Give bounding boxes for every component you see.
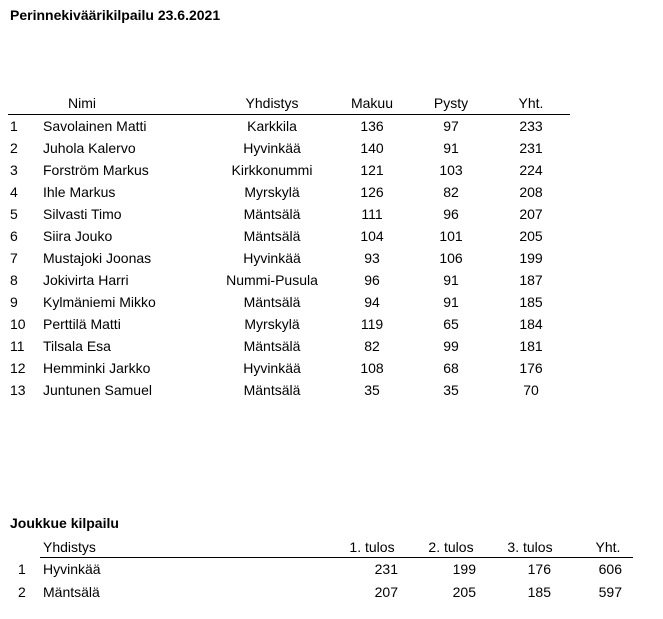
rank-cell: 1 xyxy=(10,118,18,134)
header-total: Yht. xyxy=(518,95,544,111)
name-cell: Perttilä Matti xyxy=(43,316,121,332)
club-cell: Mäntsälä xyxy=(243,382,301,398)
club-cell: Myrskylä xyxy=(244,316,300,332)
rank-cell: 13 xyxy=(10,382,26,398)
total-cell: 205 xyxy=(519,228,543,244)
table-row xyxy=(0,247,663,269)
pysty-cell: 91 xyxy=(443,294,459,310)
page-title: Perinnekiväärikilpailu 23.6.2021 xyxy=(10,7,221,23)
result-1-cell: 231 xyxy=(374,561,398,577)
table-row xyxy=(0,357,663,379)
name-cell: Ihle Markus xyxy=(43,184,116,200)
rank-cell: 8 xyxy=(10,272,18,288)
makuu-cell: 94 xyxy=(364,294,380,310)
total-cell: 606 xyxy=(598,561,622,577)
name-cell: Silvasti Timo xyxy=(43,206,122,222)
name-cell: Juntunen Samuel xyxy=(43,382,152,398)
rank-cell: 4 xyxy=(10,184,18,200)
club-cell: Hyvinkää xyxy=(243,360,301,376)
makuu-cell: 136 xyxy=(360,118,384,134)
total-cell: 185 xyxy=(519,294,543,310)
team-header-r2: 2. tulos xyxy=(428,539,474,555)
total-cell: 231 xyxy=(519,140,543,156)
table-row xyxy=(0,269,663,291)
result-1-cell: 207 xyxy=(374,584,398,600)
total-cell: 181 xyxy=(519,338,543,354)
makuu-cell: 108 xyxy=(360,360,384,376)
team-header-club: Yhdistys xyxy=(43,539,96,555)
team-header-total: Yht. xyxy=(595,539,621,555)
table-row xyxy=(0,115,663,137)
table-row xyxy=(0,291,663,313)
pysty-cell: 91 xyxy=(443,272,459,288)
rank-cell: 1 xyxy=(18,561,26,577)
rank-cell: 9 xyxy=(10,294,18,310)
rank-cell: 6 xyxy=(10,228,18,244)
table-row xyxy=(0,379,663,401)
club-cell: Karkkila xyxy=(247,118,297,134)
club-cell: Myrskylä xyxy=(244,184,300,200)
pysty-cell: 103 xyxy=(439,162,463,178)
club-cell: Mäntsälä xyxy=(243,294,301,310)
pysty-cell: 106 xyxy=(439,250,463,266)
table-row xyxy=(0,203,663,225)
makuu-cell: 35 xyxy=(364,382,380,398)
rank-cell: 2 xyxy=(18,584,26,600)
makuu-cell: 93 xyxy=(364,250,380,266)
total-cell: 207 xyxy=(519,206,543,222)
name-cell: Mustajoki Joonas xyxy=(43,250,152,266)
table-row xyxy=(0,335,663,357)
name-cell: Forström Markus xyxy=(43,162,149,178)
table-row xyxy=(0,137,663,159)
total-cell: 208 xyxy=(519,184,543,200)
pysty-cell: 35 xyxy=(443,382,459,398)
result-2-cell: 205 xyxy=(452,584,476,600)
pysty-cell: 97 xyxy=(443,118,459,134)
table-row xyxy=(0,159,663,181)
header-name: Nimi xyxy=(68,95,96,111)
table-row xyxy=(0,313,663,335)
total-cell: 224 xyxy=(519,162,543,178)
result-3-cell: 185 xyxy=(527,584,551,600)
pysty-cell: 96 xyxy=(443,206,459,222)
club-cell: Mäntsälä xyxy=(243,338,301,354)
name-cell: Tilsala Esa xyxy=(43,338,111,354)
club-cell: Mäntsälä xyxy=(43,584,100,600)
header-club: Yhdistys xyxy=(245,95,299,111)
total-cell: 70 xyxy=(523,382,539,398)
club-cell: Hyvinkää xyxy=(243,140,301,156)
rank-cell: 3 xyxy=(10,162,18,178)
total-cell: 199 xyxy=(519,250,543,266)
table-row xyxy=(0,558,663,580)
rank-cell: 10 xyxy=(10,316,26,332)
makuu-cell: 121 xyxy=(360,162,384,178)
total-cell: 176 xyxy=(519,360,543,376)
team-header-r3: 3. tulos xyxy=(507,539,553,555)
header-pysty: Pysty xyxy=(433,95,469,111)
makuu-cell: 119 xyxy=(360,316,384,332)
total-cell: 597 xyxy=(598,584,622,600)
makuu-cell: 111 xyxy=(361,206,383,222)
club-cell: Mäntsälä xyxy=(243,206,301,222)
team-header-r1: 1. tulos xyxy=(349,539,395,555)
club-cell: Nummi-Pusula xyxy=(226,272,318,288)
name-cell: Jokivirta Harri xyxy=(43,272,129,288)
pysty-cell: 101 xyxy=(439,228,463,244)
table-row xyxy=(0,225,663,247)
club-cell: Hyvinkää xyxy=(43,561,101,577)
name-cell: Hemminki Jarkko xyxy=(43,360,151,376)
header-makuu: Makuu xyxy=(350,95,394,111)
pysty-cell: 82 xyxy=(443,184,459,200)
club-cell: Kirkkonummi xyxy=(231,162,313,178)
total-cell: 184 xyxy=(519,316,543,332)
name-cell: Savolainen Matti xyxy=(43,118,147,134)
total-cell: 187 xyxy=(519,272,543,288)
total-cell: 233 xyxy=(519,118,543,134)
table-row xyxy=(0,181,663,203)
rank-cell: 12 xyxy=(10,360,26,376)
makuu-cell: 140 xyxy=(360,140,384,156)
pysty-cell: 91 xyxy=(443,140,459,156)
team-section-title: Joukkue kilpailu xyxy=(10,515,119,531)
table-row xyxy=(0,581,663,603)
result-2-cell: 199 xyxy=(452,561,476,577)
pysty-cell: 65 xyxy=(443,316,459,332)
club-cell: Mäntsälä xyxy=(243,228,301,244)
team-header-row xyxy=(0,536,663,558)
club-cell: Hyvinkää xyxy=(243,250,301,266)
rank-cell: 5 xyxy=(10,206,18,222)
name-cell: Kylmäniemi Mikko xyxy=(43,294,156,310)
makuu-cell: 96 xyxy=(364,272,380,288)
makuu-cell: 126 xyxy=(360,184,384,200)
rank-cell: 7 xyxy=(10,250,18,266)
name-cell: Juhola Kalervo xyxy=(43,140,136,156)
rank-cell: 11 xyxy=(10,338,25,354)
rank-cell: 2 xyxy=(10,140,18,156)
name-cell: Siira Jouko xyxy=(43,228,113,244)
individual-header-row xyxy=(0,92,663,114)
result-3-cell: 176 xyxy=(527,561,551,577)
makuu-cell: 104 xyxy=(360,228,384,244)
makuu-cell: 82 xyxy=(364,338,380,354)
pysty-cell: 68 xyxy=(443,360,459,376)
pysty-cell: 99 xyxy=(443,338,459,354)
